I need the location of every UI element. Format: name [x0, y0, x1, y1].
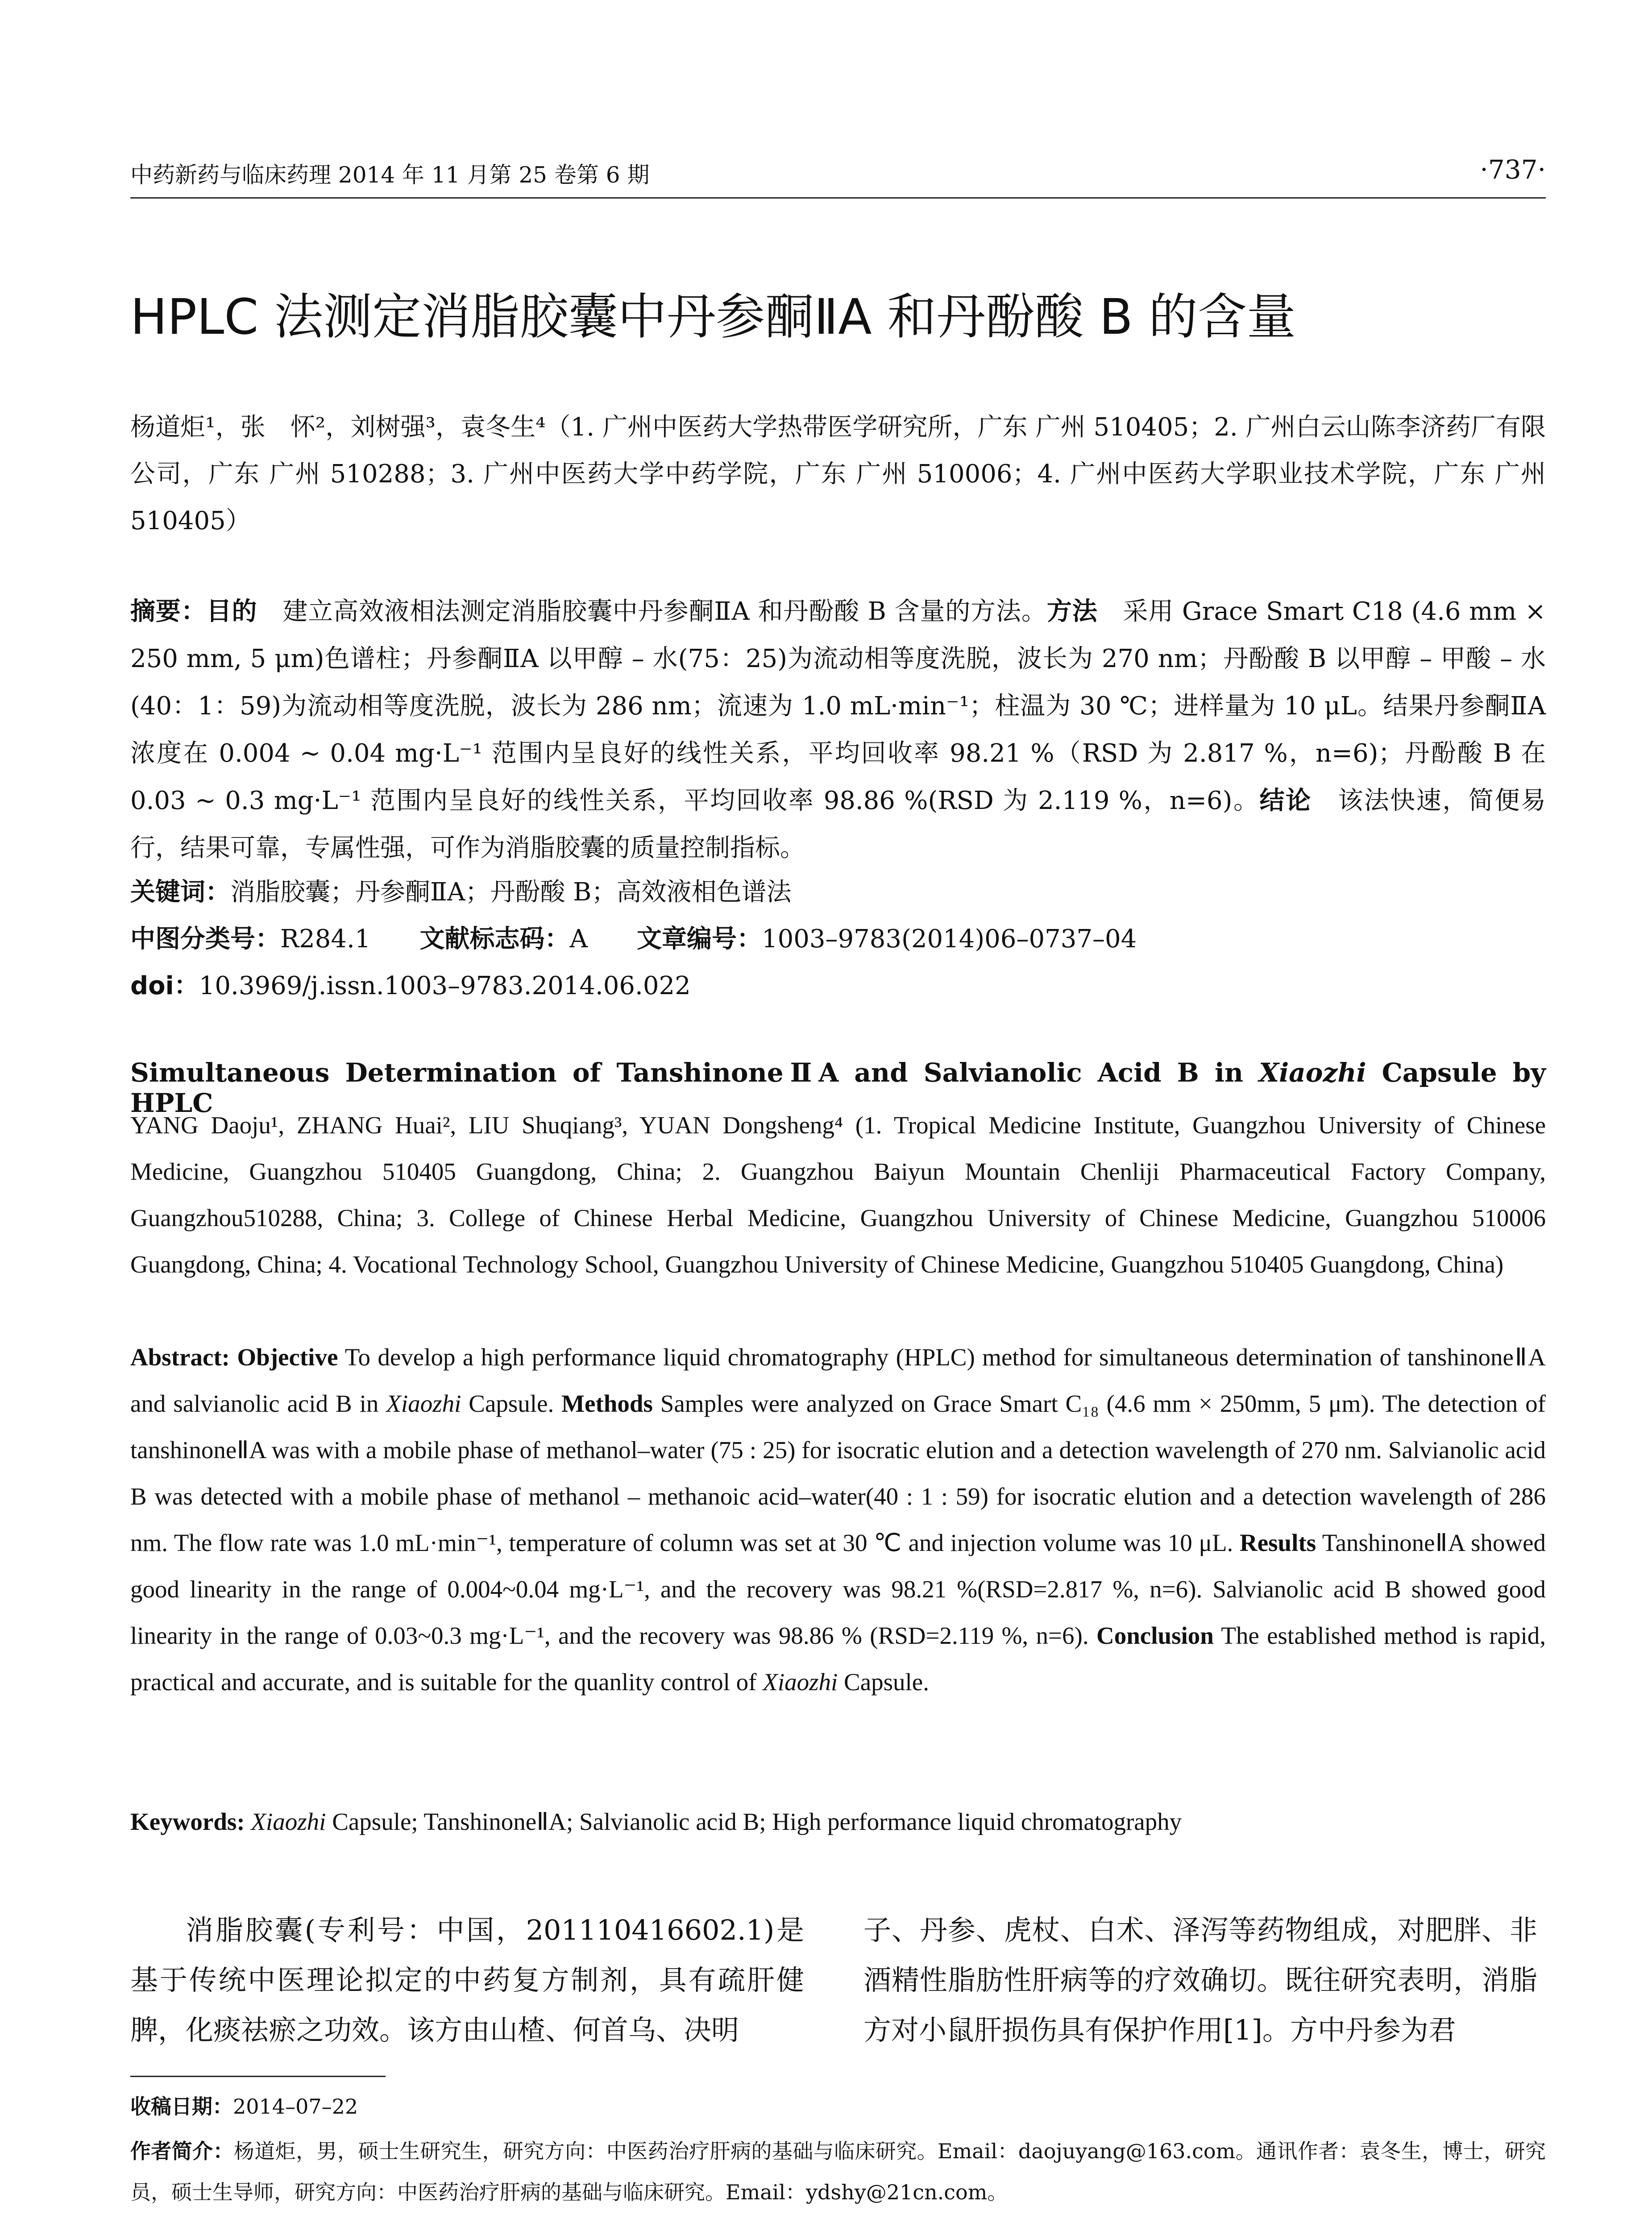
classification-line: [130, 919, 1546, 955]
body-column-right: [863, 1905, 1537, 2055]
keywords-en-label: Keywords:: [130, 1808, 251, 1835]
header-rule: [130, 197, 1546, 199]
objective-zh-text: 建立高效液相法测定消脂胶囊中丹参酮ⅡA 和丹酚酸 B 含量的方法。: [257, 597, 1047, 626]
english-title-part2: Capsule by HPLC: [130, 1057, 1546, 1118]
doi-label: doi：: [130, 971, 199, 1000]
keywords-en-italic: Xiaozhi: [251, 1808, 326, 1835]
running-header: 中药新药与临床药理 2014 年 11 月第 25 卷第 6 期: [130, 162, 650, 188]
article-number-label: 文章编号：: [636, 925, 762, 954]
conclusion-zh-label: 结论: [1259, 786, 1312, 815]
author-bio-label: 作者简介：: [130, 2139, 234, 2163]
clc-value: R284.1: [280, 925, 371, 954]
footnote-rule: [130, 2076, 386, 2077]
methods-en-label: Methods: [561, 1390, 653, 1417]
doc-code-value: A: [569, 925, 588, 954]
objective-en-text-a: To develop a high performance liquid chromatography (HPLC) method for simultaneous determination of tanshinoneⅡA and salvianolic acid B in: [130, 1344, 1546, 1417]
received-value: 2014–07–22: [233, 2094, 358, 2119]
objective-en-label: Objective: [237, 1344, 338, 1371]
body-paragraph-left: 消脂胶囊(专利号：中国，201110416602.1)是基于传统中医理论拟定的中药复方制剂，具有疏肝健脾，化痰祛瘀之功效。该方由山楂、何首乌、决明: [130, 1914, 804, 2046]
authors-en: YANG Daoju¹, ZHANG Huai², LIU Shuqiang³, YUAN Dongsheng⁴ (1. Tropical Medicine Institute, Guangzhou University of Chinese Medicine, Guangzhou 510405 Guangdong, China; 2. Guangzhou Baiyun Mountain Chenliji Pharmaceutical Factory Company, Guangzhou510288, China; 3. College of Chinese Herbal Medicine, Guangzhou University of Chinese Medicine, Guangzhou 510006 Guangdong, China; 4. Vocational Technology School, Guangzhou University of Chinese Medicine, Guangzhou 510405 Guangdong, China): [130, 1111, 1546, 1278]
keywords-zh: [130, 872, 1546, 908]
article-title: HPLC 法测定消脂胶囊中丹参酮ⅡA 和丹酚酸 B 的含量: [130, 288, 1296, 345]
keywords-zh-text: 消脂胶囊；丹参酮ⅡA；丹酚酸 B；高效液相色谱法: [230, 878, 792, 907]
page-number: ·737·: [1480, 154, 1546, 185]
results-en-text: TanshinoneⅡA showed good linearity in the range of 0.004~0.04 mg·L⁻¹, and the recovery was 98.21 %(RSD=2.817 %, n=6). Salvianolic acid B showed good linearity in the range of 0.03~0.3 mg·L⁻¹, and the recovery was 98.86 % (RSD=2.119 %, n=6).: [130, 1529, 1546, 1649]
objective-en-text-b: Capsule.: [461, 1390, 562, 1417]
methods-zh-text: 采用 Grace Smart C18 (4.6 mm × 250 mm, 5 μm)色谱柱；丹参酮ⅡA 以甲醇 – 水(75：25)为流动相等度洗脱，波长为 270 nm；丹酚酸 B 以甲醇 – 甲酸 – 水(40：1：59)为流动相等度洗脱，波长为 286 nm；流速为 1.0 mL·min⁻¹；柱温为 30 ℃；进样量为 10 μL。结果丹参酮ⅡA 浓度在 0.004 ~ 0.04 mg·L⁻¹ 范围内呈良好的线性关系，平均回收率 98.21 %（RSD 为 2.817 %，n=6)；丹酚酸 B 在 0.03 ~ 0.3 mg·L⁻¹ 范围内呈良好的线性关系，平均回收率 98.86 %(RSD 为 2.119 %，n=6)。: [130, 597, 1546, 815]
keywords-en: [130, 1807, 1546, 1836]
doi-line: [130, 966, 1546, 1002]
article-number-value: 1003–9783(2014)06–0737–04: [761, 925, 1137, 954]
authors-zh: 杨道炬¹，张 怀²，刘树强³，袁冬生⁴（1. 广州中医药大学热带医学研究所，广东 广州 510405；2. 广州白云山陈李济药厂有限公司，广东 广州 510288；3. 广州中医药大学中药学院，广东 广州 510006；4. 广州中医药大学职业技术学院，广东 广州 510405）: [130, 413, 1546, 535]
methods-en-text: Samples were analyzed on Grace Smart C₁₈ (4.6 mm × 250mm, 5 μm). The detection of tanshinoneⅡA was with a mobile phase of methanol–water (75 : 25) for isocratic elution and a detection wavelength of 270 nm. Salvianolic acid B was detected with a mobile phase of methanol – methanoic acid–water(40 : 1 : 59) for isocratic elution and a detection wavelength of 286 nm. The flow rate was 1.0 mL·min⁻¹, temperature of column was set at 30 ℃ and injection volume was 10 μL.: [130, 1390, 1546, 1556]
conclusion-en-text-a: The established method is rapid, practical and accurate, and is suitable for the quanlity control of: [130, 1622, 1546, 1696]
abstract-zh: [130, 588, 1546, 872]
keywords-en-text: Capsule; TanshinoneⅡA; Salvianolic acid B; High performance liquid chromatography: [326, 1808, 1182, 1835]
abstract-en-label: Abstract:: [130, 1344, 237, 1371]
methods-zh-label: 方法: [1046, 597, 1098, 626]
author-bio: [130, 2131, 1546, 2213]
conclusion-en-label: Conclusion: [1096, 1622, 1214, 1649]
abstract-zh-label: 摘要：: [130, 597, 207, 626]
keywords-zh-label: 关键词：: [130, 878, 230, 907]
abstract-en: [130, 1334, 1546, 1705]
english-title-part1: Simultaneous Determination of TanshinoneⅡA and Salvianolic Acid B in: [130, 1057, 1259, 1088]
conclusion-en-text-b: Capsule.: [838, 1668, 929, 1696]
results-en-label: Results: [1240, 1529, 1316, 1556]
author-bio-text: 杨道炬，男，硕士生研究生，研究方向：中医药治疗肝病的基础与临床研究。Email：daojuyang@163.com。通讯作者：袁冬生，博士，研究员，硕士生导师，研究方向：中医药治疗肝病的基础与临床研究。Email：ydshy@21cn.com。: [130, 2139, 1546, 2204]
body-column-left: [130, 1905, 804, 2055]
received-date: [130, 2090, 358, 2120]
clc-label: 中图分类号：: [130, 925, 280, 954]
received-label: 收稿日期：: [130, 2094, 233, 2119]
english-title-italic: Xiaozhi: [1259, 1057, 1366, 1088]
conclusion-zh-text: 该法快速，简便易行，结果可靠，专属性强，可作为消脂胶囊的质量控制指标。: [130, 786, 1546, 863]
objective-en-italic: Xiaozhi: [386, 1390, 461, 1417]
doi-value: 10.3969/j.issn.1003–9783.2014.06.022: [199, 971, 691, 1000]
conclusion-en-italic: Xiaozhi: [763, 1668, 838, 1696]
body-paragraph-right: 子、丹参、虎杖、白术、泽泻等药物组成，对肥胖、非酒精性脂肪性肝病等的疗效确切。既往研究表明，消脂方对小鼠肝损伤具有保护作用[1]。方中丹参为君: [863, 1914, 1537, 2046]
doc-code-label: 文献标志码：: [419, 925, 570, 954]
objective-zh-label: 目的: [206, 597, 257, 626]
